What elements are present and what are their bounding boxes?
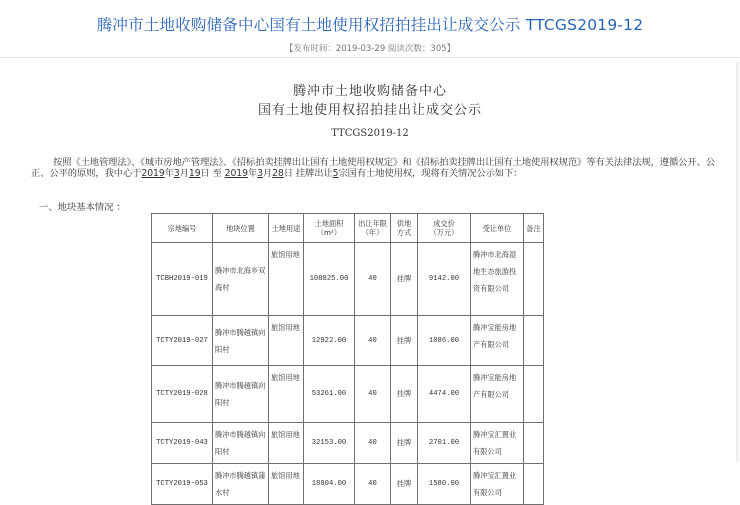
header-use: 土地用途 bbox=[269, 214, 304, 243]
paragraph-text: 日 至 bbox=[200, 168, 225, 180]
cell-area: 12922.00 bbox=[304, 316, 355, 366]
paragraph-text: 月 bbox=[179, 168, 189, 180]
cell-remark bbox=[524, 423, 544, 464]
divider bbox=[0, 57, 740, 58]
land-table bbox=[151, 213, 544, 505]
cell-buyer: 腾冲宝汇置业有限公司 bbox=[471, 464, 524, 505]
paragraph-text: 宗国有土地使用权，现将有关情况公示如下： bbox=[338, 168, 523, 180]
header-price-line2: （万元） bbox=[429, 228, 459, 237]
header-term-line1: 出让年限 bbox=[358, 219, 387, 228]
paragraph-text: 年 bbox=[164, 168, 174, 180]
table-row bbox=[152, 366, 544, 423]
publish-meta: 【发布时间：2019-03-29 阅读次数：305】 bbox=[284, 44, 456, 54]
header-term bbox=[355, 214, 391, 243]
end-year: 2019 bbox=[224, 168, 248, 180]
cell-use: 旅馆用地 bbox=[269, 316, 304, 366]
cell-price: 1580.00 bbox=[418, 464, 471, 505]
table-row bbox=[152, 316, 544, 366]
cell-location: 腾冲市腾越镇向阳村 bbox=[213, 366, 269, 423]
cell-term: 40 bbox=[355, 243, 391, 316]
paragraph-text: 年 bbox=[247, 168, 258, 180]
cell-area: 18804.00 bbox=[304, 464, 355, 505]
cell-use: 旅馆用地 bbox=[269, 243, 304, 316]
header-buyer: 受让单位 bbox=[471, 214, 524, 243]
table-row bbox=[152, 423, 544, 464]
cell-buyer: 腾冲宝能房地产有限公司 bbox=[471, 366, 524, 423]
cell-code: TCTY2019-028 bbox=[152, 366, 213, 423]
page-title: 腾冲市土地收购储备中心国有土地使用权招拍挂出让成交公示 TTCGS2019-12 bbox=[96, 16, 644, 34]
header-method-line2: 方式 bbox=[396, 228, 412, 237]
document-org: 腾冲市土地收购储备中心 bbox=[292, 84, 447, 99]
cell-use: 旅馆用地 bbox=[269, 464, 304, 505]
section-title: 一、地块基本情况 ： bbox=[39, 202, 126, 213]
cell-buyer: 腾冲宝汇置业有限公司 bbox=[471, 423, 524, 464]
start-day: 19 bbox=[188, 168, 201, 180]
cell-code: TCTY2019-043 bbox=[152, 423, 213, 464]
header-area-line2: （m²） bbox=[316, 228, 342, 237]
table-header-row bbox=[152, 214, 544, 243]
cell-price: 4474.00 bbox=[418, 366, 471, 423]
header-area-line1: 土地面积 bbox=[314, 219, 344, 228]
document-code: TTCGS2019-12 bbox=[331, 128, 409, 139]
header-method-line1: 供地 bbox=[396, 219, 412, 228]
cell-term: 40 bbox=[355, 423, 391, 464]
cell-area: 108825.00 bbox=[304, 243, 355, 316]
cell-remark bbox=[524, 243, 544, 316]
parcel-count: 5 bbox=[332, 168, 339, 180]
cell-price: 1086.00 bbox=[418, 316, 471, 366]
end-day: 28 bbox=[272, 168, 284, 180]
end-month: 3 bbox=[257, 168, 263, 180]
cell-location: 腾冲市北海乡双海村 bbox=[213, 243, 269, 316]
table-row bbox=[152, 243, 544, 316]
header-area bbox=[304, 214, 355, 243]
document-title: 国有土地使用权招拍挂出让成交公示 bbox=[257, 103, 482, 118]
cell-price: 2701.00 bbox=[418, 423, 471, 464]
cell-location: 腾冲市腾越镇向阳村 bbox=[213, 316, 269, 366]
cell-buyer: 腾冲市北海湿地生态旅游投资有限公司 bbox=[471, 243, 524, 316]
cell-remark bbox=[524, 366, 544, 423]
start-month: 3 bbox=[173, 168, 180, 180]
cell-method: 挂牌 bbox=[391, 423, 418, 464]
cell-term: 40 bbox=[355, 366, 391, 423]
paragraph-text: 月 bbox=[262, 168, 273, 180]
table-row bbox=[152, 464, 544, 505]
header-price bbox=[418, 214, 471, 243]
cell-code: TCBH2019-019 bbox=[152, 243, 213, 316]
cell-method: 挂牌 bbox=[391, 366, 418, 423]
header-price-line1: 成交价 bbox=[433, 219, 455, 228]
cell-area: 32153.00 bbox=[304, 423, 355, 464]
cell-remark bbox=[524, 316, 544, 366]
cell-method: 挂牌 bbox=[391, 464, 418, 505]
cell-remark bbox=[524, 464, 544, 505]
paragraph-text: 按照《土地管理法》、《城市房地产管理法》、《招标拍卖挂牌出让国有土地使用权规定》和《招标拍卖挂牌出让国有土地使用权规范》等有关法律法规，遵循公开、公正、公平的原则，我中心于 bbox=[31, 157, 715, 180]
cell-code: TCTY2019-027 bbox=[152, 316, 213, 366]
cell-location: 腾冲市腾越镇蒲水村 bbox=[213, 464, 269, 505]
cell-use: 旅馆用地 bbox=[269, 423, 304, 464]
paragraph-text: 日 挂牌出让 bbox=[283, 168, 333, 180]
header-code: 宗地编号 bbox=[152, 214, 213, 243]
cell-method: 挂牌 bbox=[391, 316, 418, 366]
cell-location: 腾冲市腾越镇向阳村 bbox=[213, 423, 269, 464]
header-location: 地块位置 bbox=[213, 214, 269, 243]
intro-paragraph bbox=[31, 157, 721, 179]
cell-code: TCTY2019-053 bbox=[152, 464, 213, 505]
cell-term: 40 bbox=[355, 464, 391, 505]
cell-buyer: 腾冲宝能房地产有限公司 bbox=[471, 316, 524, 366]
scrollbar[interactable] bbox=[736, 62, 739, 462]
start-year: 2019 bbox=[141, 168, 165, 180]
header-remark: 备注 bbox=[524, 214, 544, 243]
cell-method: 挂牌 bbox=[391, 243, 418, 316]
cell-term: 40 bbox=[355, 316, 391, 366]
cell-price: 9142.00 bbox=[418, 243, 471, 316]
header-method bbox=[391, 214, 418, 243]
cell-use: 旅馆用地 bbox=[269, 366, 304, 423]
header-term-line2: （年） bbox=[361, 228, 384, 237]
cell-area: 53261.00 bbox=[304, 366, 355, 423]
